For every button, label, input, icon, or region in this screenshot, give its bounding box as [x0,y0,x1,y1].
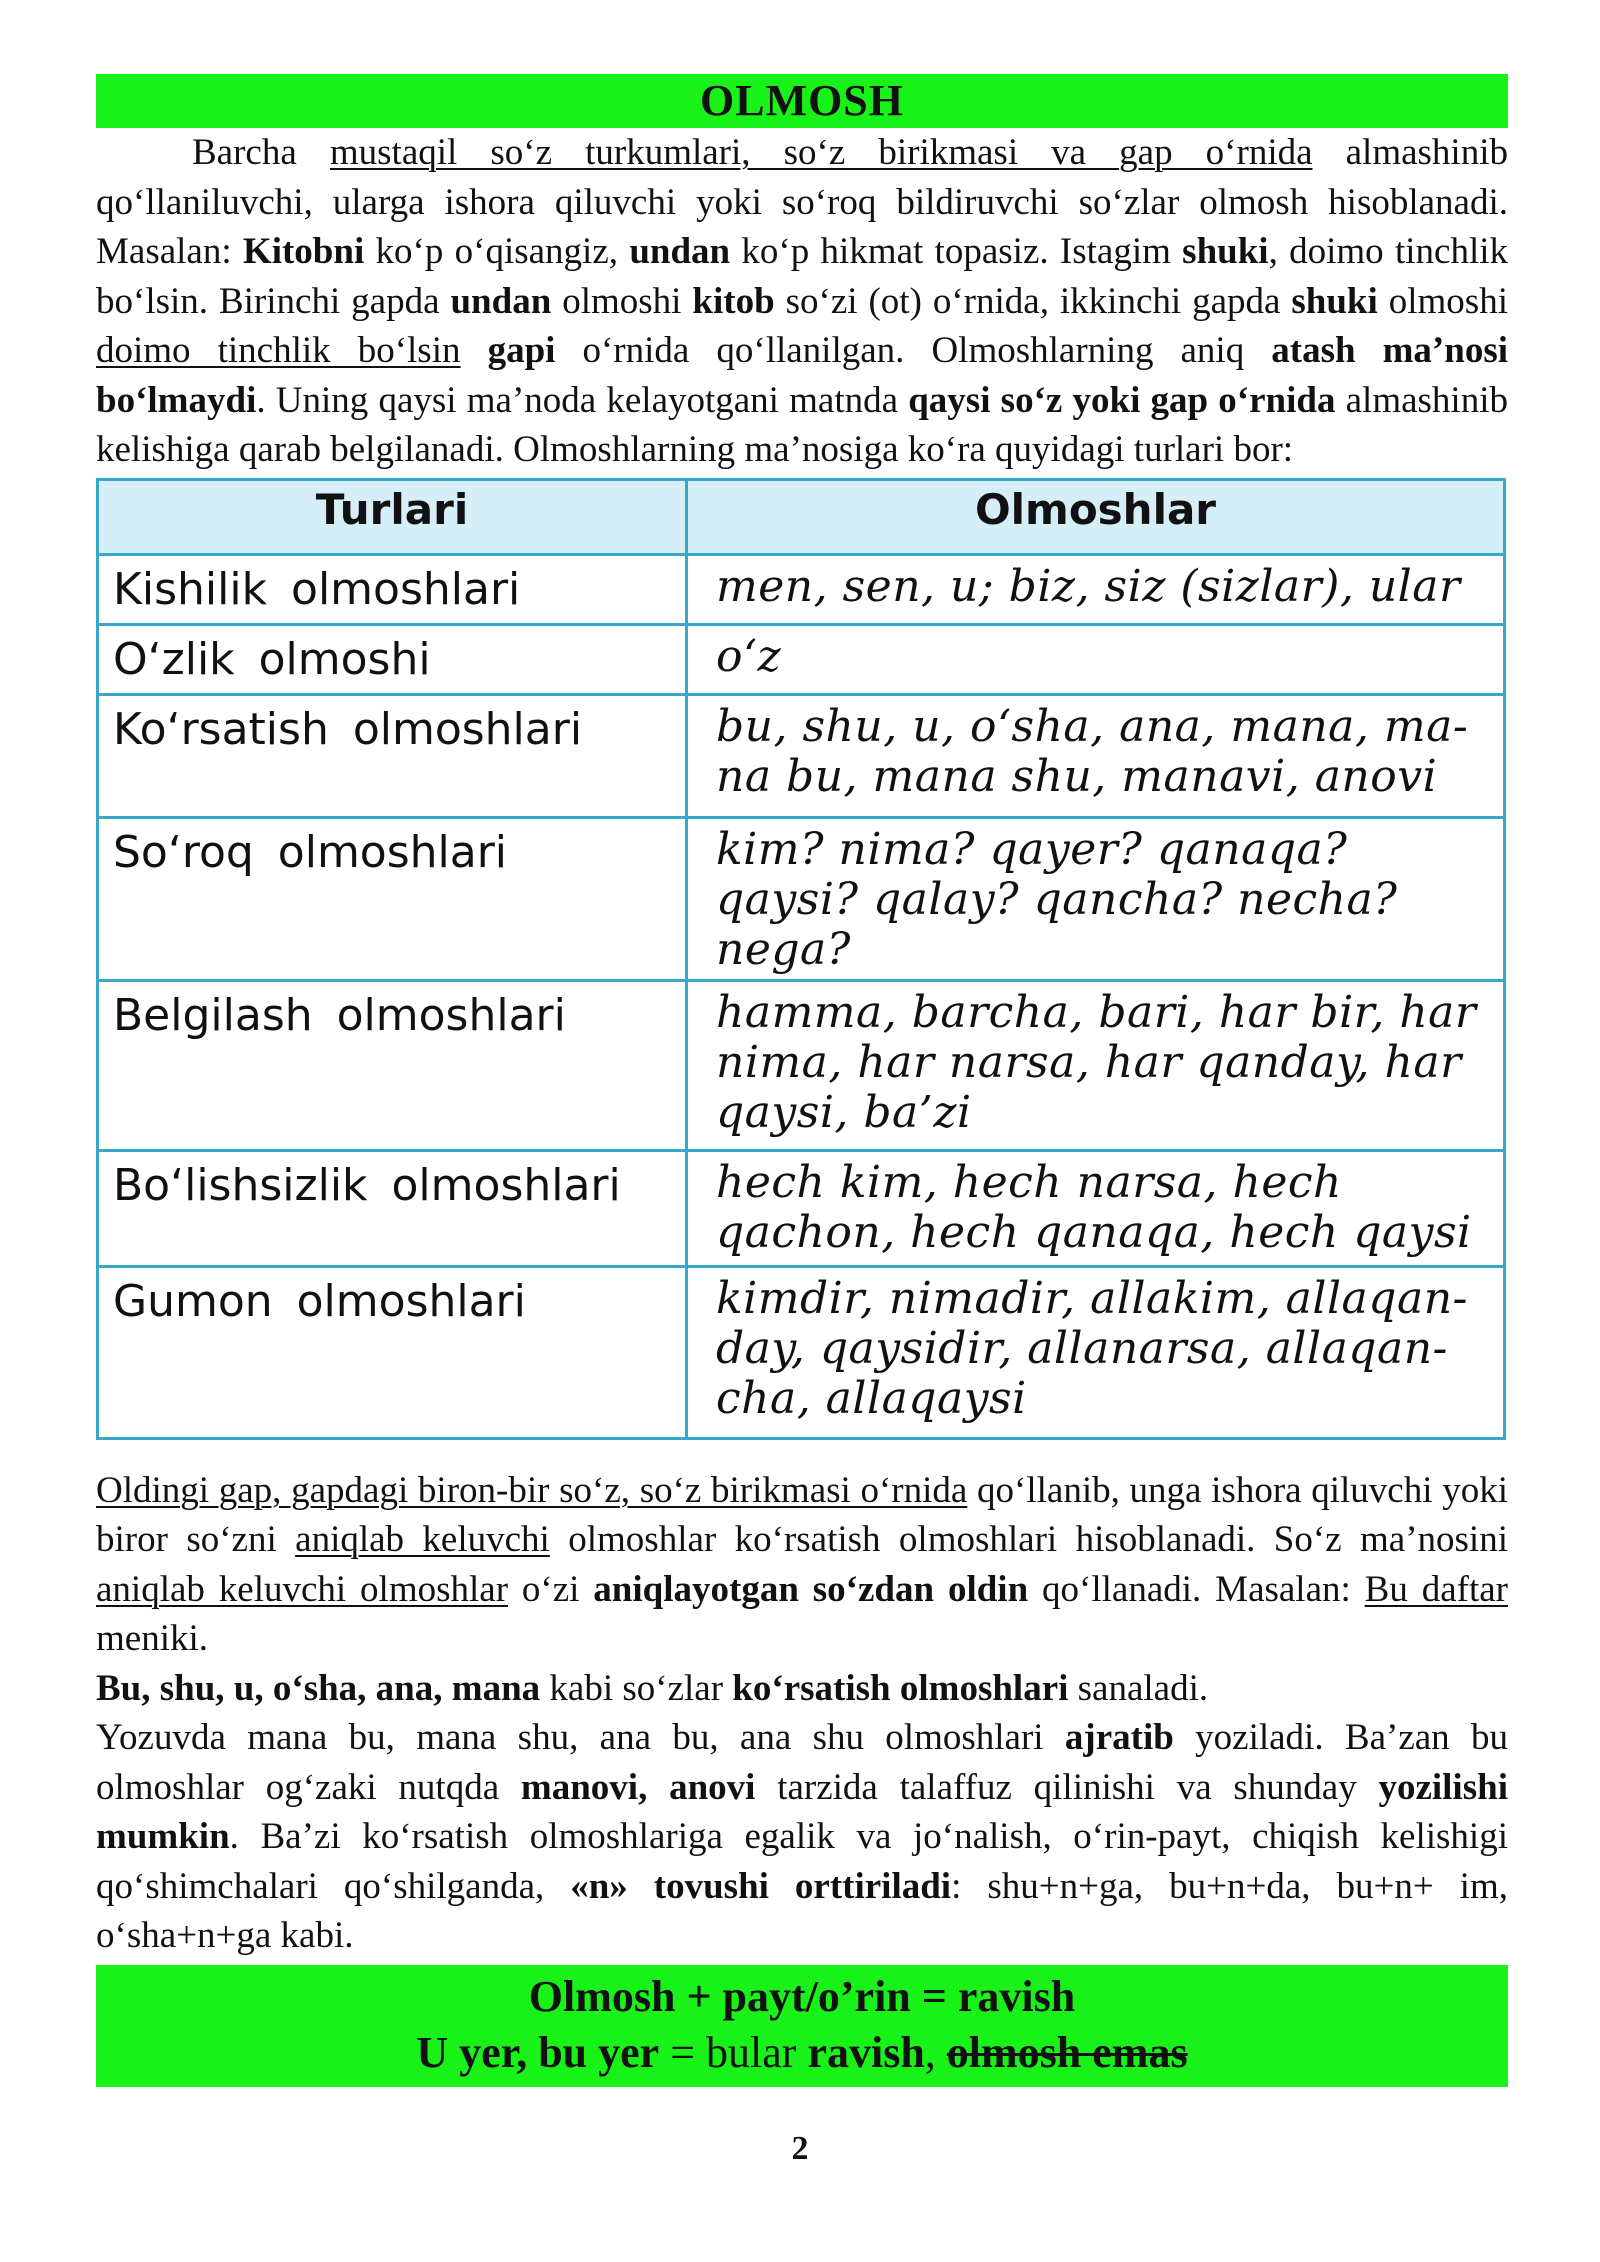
bold-text: kitob [692,280,775,322]
underlined-text: doimo tinchlik bo‘lsin [96,330,461,371]
bold-text: atash ma’nosi bo‘lmaydi [96,330,1508,421]
demonstrative-paragraph [96,1466,1508,1664]
text: ko‘p hikmat topasiz. Istagim [730,231,1183,272]
type-cell: Ko‘rsatish olmoshlari [98,694,687,817]
bold-text: shuki [1291,280,1378,322]
bold-text: ajratib [1064,1717,1174,1758]
bold-text: «n» tovushi orttiriladi [570,1865,952,1907]
bold-text: shuki [1182,231,1269,272]
table-row [98,1266,1505,1438]
bold-text: undan [629,231,731,272]
text: , [924,2027,947,2077]
underlined-text: Bu daftar [1364,1568,1508,1610]
pronouns-cell: kimdir, nimadir, allakim, allaqan-day, qaysidir, allanarsa, allaqan-cha, allaqaysi [687,1266,1505,1438]
text: olmoshi [551,280,693,322]
table-row [98,1150,1505,1266]
text: Yozuvda mana bu, mana shu, ana bu, ana shu olmoshlari [96,1717,1065,1758]
rule-example [96,2025,1508,2081]
table-row [98,624,1505,694]
text: : shu+n+ga, bu+n+da, bu+n+ im, o‘sha+n+ga kabi. [96,1865,1508,1956]
text: almashinib kelishiga qarab belgilanadi. Olmoshlarning ma’nosiga ko‘ra quyidagi turlari bor: [96,379,1508,470]
text: meniki. [96,1618,209,1659]
text: qo‘llanib, unga ishora qiluvchi yoki biror so‘zni [96,1469,1508,1560]
pronouns-cell: men, sen, u; biz, siz (sizlar), ular [687,554,1505,624]
bold-text: qaysi so‘z yoki gap o‘rnida [908,379,1336,421]
text: sanaladi. [1068,1667,1209,1709]
table-row [98,817,1505,980]
text: so‘zi (ot) o‘rnida, ikkinchi gapda [774,280,1292,322]
type-cell: Kishilik olmoshlari [98,554,687,624]
pronoun-types-table [96,478,1506,1440]
column-header-types: Turlari [98,479,687,554]
type-cell: O‘zlik olmoshi [98,624,687,694]
pronouns-cell: o‘z [687,624,1505,694]
bold-text: ko‘rsatish olmoshlari [732,1667,1069,1709]
page-number: 2 [791,2130,809,2167]
table-row [98,694,1505,817]
text: , doimo tinchlik bo‘lsin. Birinchi gapda [96,231,1509,322]
text: olmoshi [1377,280,1508,322]
bold-text: U yer, bu yer [416,2027,660,2077]
demonstrative-list-paragraph [96,1664,1508,1714]
text: olmoshlar ko‘rsatish olmoshlari hisoblanadi. So‘z ma’nosini [549,1519,1508,1560]
text [461,330,488,371]
pronouns-cell: hamma, barcha, bari, har bir, har nima, har narsa, har qanday, har qaysi, ba’zi [687,980,1505,1150]
bold-text: gapi [487,330,556,371]
bold-text: aniqlayotgan so‘zdan oldin [593,1568,1029,1610]
text: ko‘p o‘qisangiz, [364,231,630,272]
bold-text: undan [450,280,552,322]
text: yoziladi. Ba’zan bu olmoshlar og‘zaki nutqda [96,1717,1509,1808]
underlined-text: aniqlab keluvchi olmoshlar [96,1568,509,1610]
strikethrough-text: olmosh emas [946,2027,1188,2077]
table-row [98,980,1505,1150]
text: almashinib qo‘llaniluvchi, ularga ishora qiluvchi yoki so‘roq bildiruvchi so‘zlar olmosh hisoblanadi. Masalan: [96,132,1508,272]
text: = bular [659,2027,808,2077]
intro-paragraph [96,128,1508,475]
column-header-pronouns: Olmoshlar [687,479,1505,554]
type-cell: Gumon olmoshlari [98,1266,687,1438]
text: . Ba’zi ko‘rsatish olmoshlariga egalik va jo‘nalish, o‘rin-payt, chiqish kelishigi qo‘shimchalari qo‘shilganda, [96,1816,1508,1907]
page [96,74,1508,2087]
spelling-paragraph [96,1713,1508,1961]
text: . Uning qaysi ma’noda kelayotgani matnda [256,379,909,421]
underlined-text: Oldingi gap, gapdagi biron-bir so‘z, so‘z birikmasi o‘rnida [96,1469,968,1511]
bold-text: manovi, anovi [520,1766,756,1808]
text: kabi so‘zlar [540,1667,733,1709]
text: tarzida talaffuz qilinishi va shunday [755,1766,1379,1808]
table-header-row [98,479,1505,554]
rule-formula: Olmosh + payt/o’rin = ravish [528,1971,1076,2021]
page-title: OLMOSH [96,74,1508,128]
text: qo‘llanadi. Masalan: [1028,1568,1365,1610]
bold-text: Kitobni [242,231,365,272]
text: Barcha [192,132,330,173]
pronouns-cell: kim? nima? qayer? qanaqa? qaysi? qalay? qancha? necha? nega? [687,817,1505,980]
bold-text: Bu, shu, u, o‘sha, ana, mana [96,1667,541,1709]
type-cell: Bo‘lishsizlik olmoshlari [98,1150,687,1266]
type-cell: Belgilash olmoshlari [98,980,687,1150]
bold-text: ravish [807,2027,925,2077]
table-row [98,554,1505,624]
pronouns-cell: bu, shu, u, o‘sha, ana, mana, ma-na bu, mana shu, manavi, anovi [687,694,1505,817]
text: o‘rnida qo‘llanilgan. Olmoshlarning aniq [555,330,1272,371]
bold-text: yozilishi mumkin [96,1766,1508,1857]
type-cell: So‘roq olmoshlari [98,817,687,980]
pronouns-cell: hech kim, hech narsa, hech qachon, hech qanaqa, hech qaysi [687,1150,1505,1266]
text: o‘zi [508,1568,594,1610]
underlined-text: aniqlab keluvchi [295,1519,550,1560]
rule-box [96,1965,1508,2087]
underlined-text: mustaqil so‘z turkumlari, so‘z birikmasi va gap o‘rnida [329,132,1313,173]
